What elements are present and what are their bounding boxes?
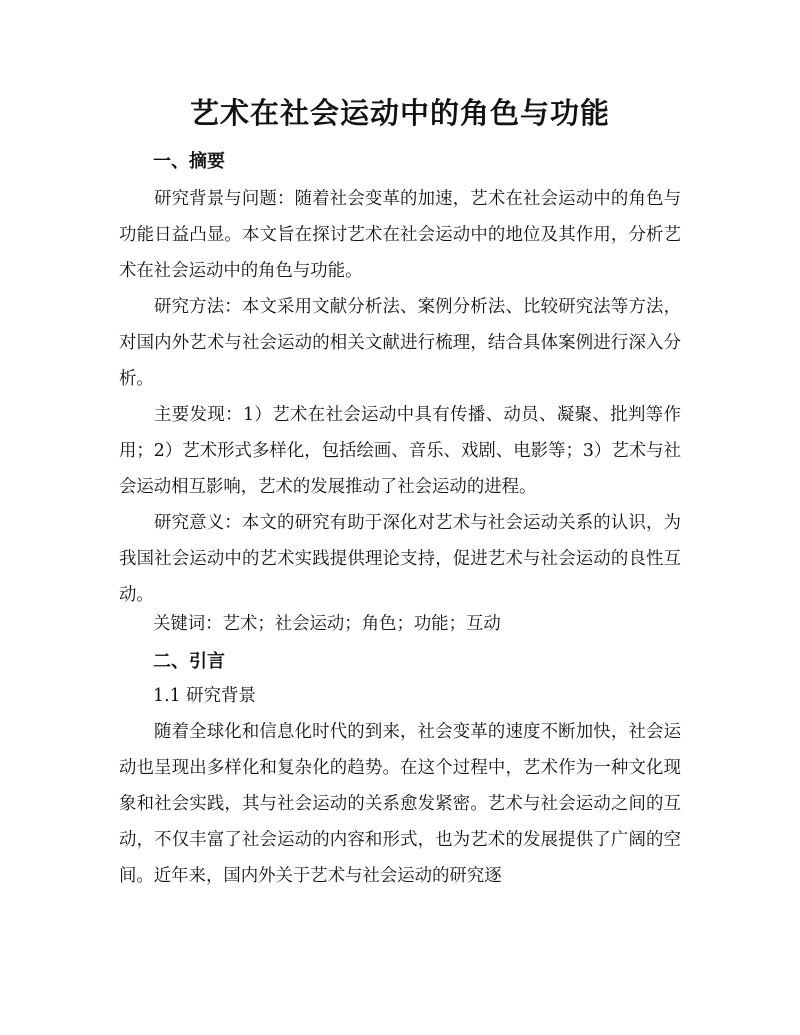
section-heading-abstract: 一、摘要 xyxy=(153,151,225,172)
abstract-significance-paragraph: 研究意义：本文的研究有助于深化对艺术与社会运动关系的认识，为我国社会运动中的艺术实践提供理论支持，促进艺术与社会运动的良性互动。 xyxy=(119,513,681,605)
abstract-methods-paragraph: 研究方法：本文采用文献分析法、案例分析法、比较研究法等方法，对国内外艺术与社会运动的相关文献进行梳理，结合具体案例进行深入分析。 xyxy=(119,297,681,389)
keywords-line: 关键词：艺术；社会运动；角色；功能；互动 xyxy=(153,614,501,634)
abstract-findings-paragraph: 主要发现：1）艺术在社会运动中具有传播、动员、凝聚、批判等作用；2）艺术形式多样化，包括绘画、音乐、戏剧、电影等；3）艺术与社会运动相互影响，艺术的发展推动了社会运动的进程。 xyxy=(119,405,681,497)
abstract-background-paragraph: 研究背景与问题：随着社会变革的加速，艺术在社会运动中的角色与功能日益凸显。本文旨在探讨艺术在社会运动中的地位及其作用，分析艺术在社会运动中的角色与功能。 xyxy=(119,189,681,281)
introduction-paragraph: 随着全球化和信息化时代的到来，社会变革的速度不断加快，社会运动也呈现出多样化和复杂化的趋势。在这个过程中，艺术作为一种文化现象和社会实践，其与社会运动的关系愈发紧密。艺术与社会运动之间的互动，不仅丰富了社会运动的内容和形式，也为艺术的发展提供了广阔的空间。近年来，国内外关于艺术与社会运动的研究逐 xyxy=(119,722,681,886)
section-heading-introduction: 二、引言 xyxy=(153,651,225,672)
document-title: 艺术在社会运动中的角色与功能 xyxy=(189,96,610,130)
subsection-heading-background: 1.1 研究背景 xyxy=(153,686,256,706)
